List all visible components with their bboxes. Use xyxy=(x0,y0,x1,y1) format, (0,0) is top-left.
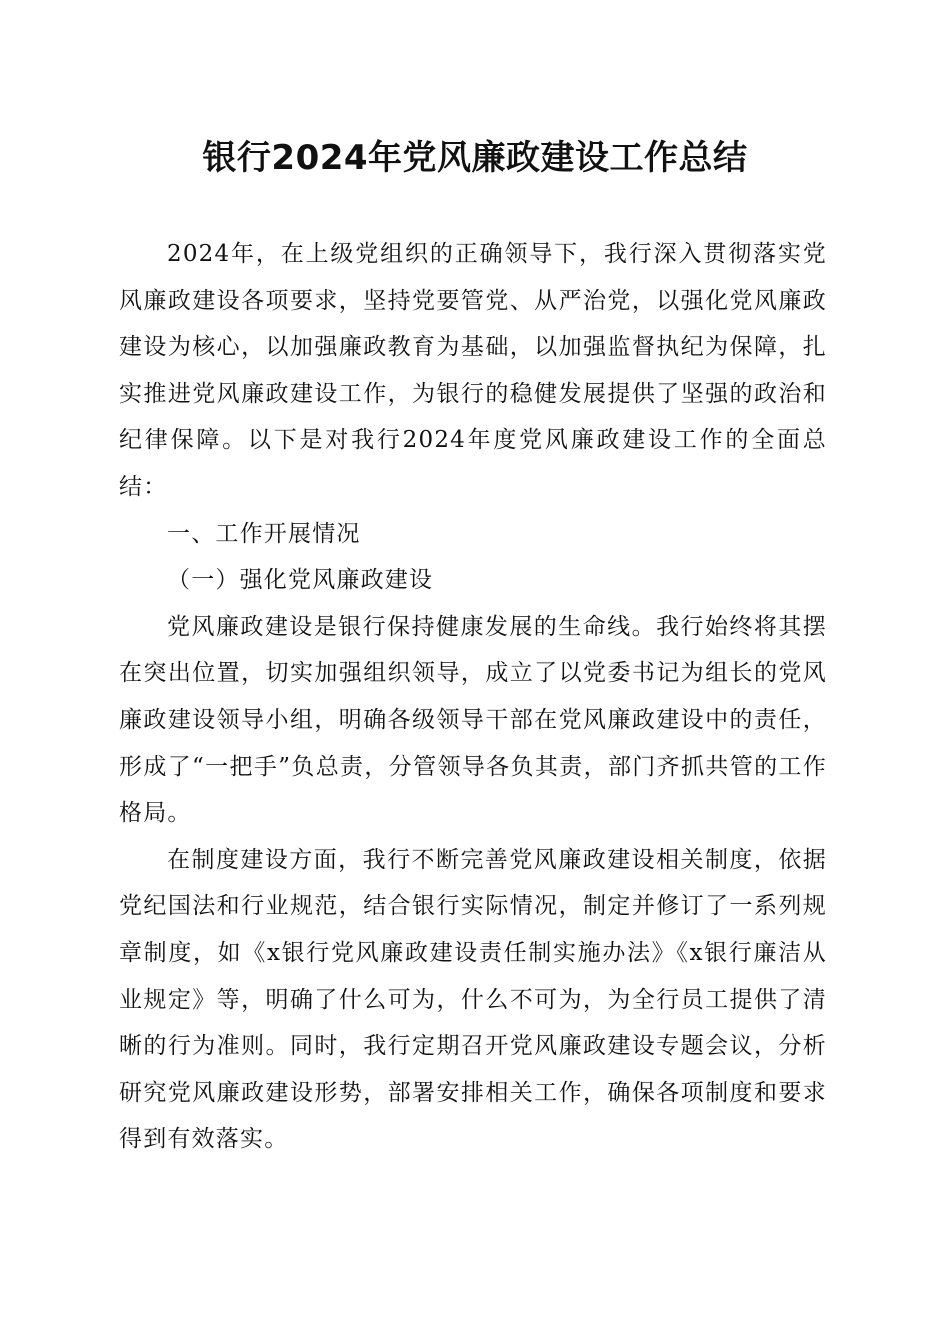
body-paragraph-2: 在制度建设方面，我行不断完善党风廉政建设相关制度，依据党纪国法和行业规范，结合银行实际情况，制定并修订了一系列规章制度，如《x银行党风廉政建设责任制实施办法》《x银行廉洁从业规定》等，明确了什么可为，什么不可为，为全行员工提供了清晰的行为准则。同时，我行定期召开党风廉政建设专题会议，分析研究党风廉政建设形势，部署安排相关工作，确保各项制度和要求得到有效落实。 xyxy=(119,846,827,1153)
intro-paragraph: 2024年，在上级党组织的正确领导下，我行深入贯彻落实党风廉政建设各项要求，坚持党要管党、从严治党，以强化党风廉政建设为核心，以加强廉政教育为基础，以加强监督执纪为保障，扎实推进党风廉政建设工作，为银行的稳健发展提供了坚强的政治和纪律保障。以下是对我行2024年度党风廉政建设工作的全面总结： xyxy=(119,241,827,500)
document-title: 银行2024年党风廉政建设工作总结 xyxy=(202,138,748,178)
body-paragraph-1: 党风廉政建设是银行保持健康发展的生命线。我行始终将其摆在突出位置，切实加强组织领导，成立了以党委书记为组长的党风廉政建设领导小组，明确各级领导干部在党风廉政建设中的责任，形成了“一把手”负总责，分管领导各负其责，部门齐抓共管的工作格局。 xyxy=(119,613,827,827)
section-heading: 一、工作开展情况 xyxy=(167,520,361,547)
subsection-heading: （一）强化党风廉政建设 xyxy=(167,567,434,594)
document-body xyxy=(119,231,827,1163)
